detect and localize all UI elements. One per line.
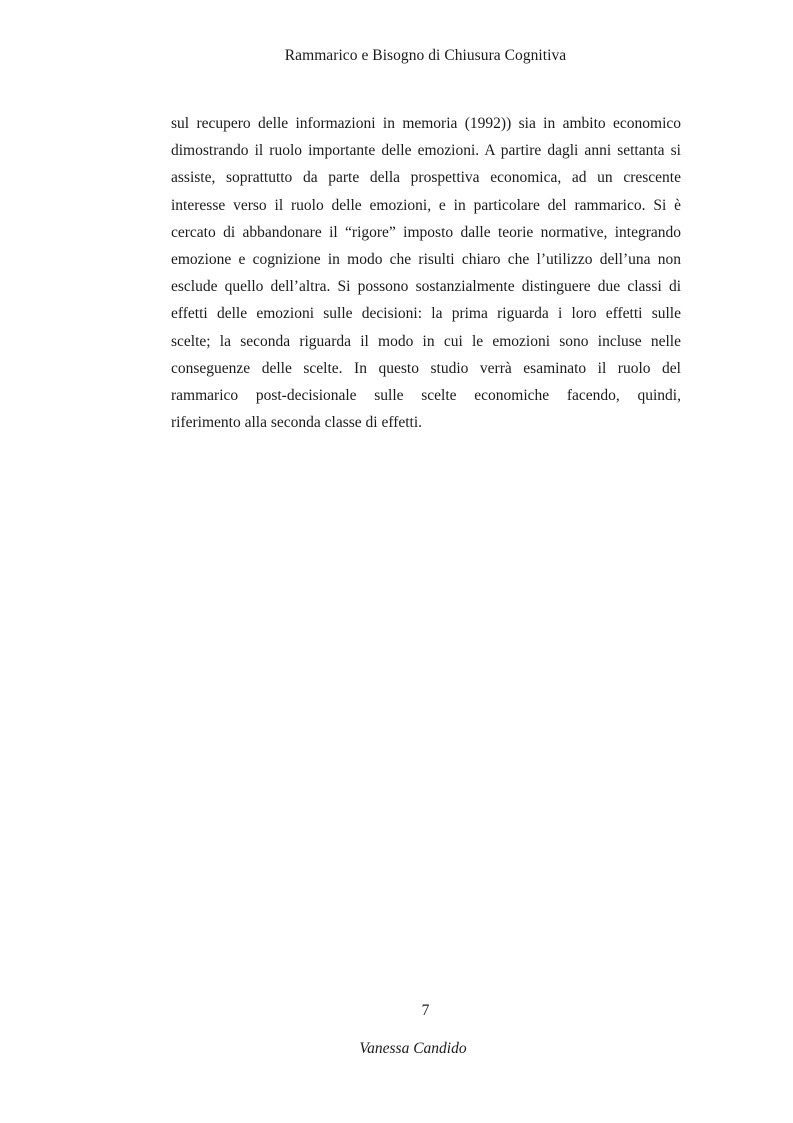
- paragraph-line: riferimento alla seconda classe di effetti.: [171, 414, 423, 432]
- body-paragraph: [171, 110, 681, 436]
- paragraph-line: dimostrando il ruolo importante delle emozioni. A partire dagli anni settanta si: [171, 142, 681, 160]
- running-header: Rammarico e Bisogno di Chiusura Cognitiva: [284, 47, 567, 64]
- paragraph-line: rammarico post-decisionale sulle scelte economiche facendo, quindi,: [171, 386, 681, 404]
- paragraph-line: conseguenze delle scelte. In questo studio verrà esaminato il ruolo del: [171, 359, 681, 377]
- paragraph-line: effetti delle emozioni sulle decisioni: la prima riguarda i loro effetti sulle: [171, 305, 681, 323]
- paragraph-line: esclude quello dell’altra. Si possono sostanzialmente distinguere due classi di: [171, 278, 681, 296]
- paragraph-line: scelte; la seconda riguarda il modo in cui le emozioni sono incluse nelle: [171, 332, 681, 350]
- paragraph-line: interesse verso il ruolo delle emozioni, e in particolare del rammarico. Si è: [171, 196, 681, 214]
- page-number: 7: [421, 1002, 430, 1019]
- paragraph-line: assiste, soprattutto da parte della prospettiva economica, ad un crescente: [171, 169, 681, 187]
- paragraph-line: emozione e cognizione in modo che risulti chiaro che l’utilizzo dell’una non: [171, 250, 681, 268]
- paragraph-line: cercato di abbandonare il “rigore” imposto dalle teorie normative, integrando: [171, 223, 681, 241]
- paragraph-line: sul recupero delle informazioni in memoria (1992)) sia in ambito economico: [171, 115, 681, 132]
- footer-author: Vanessa Candido: [359, 1040, 467, 1057]
